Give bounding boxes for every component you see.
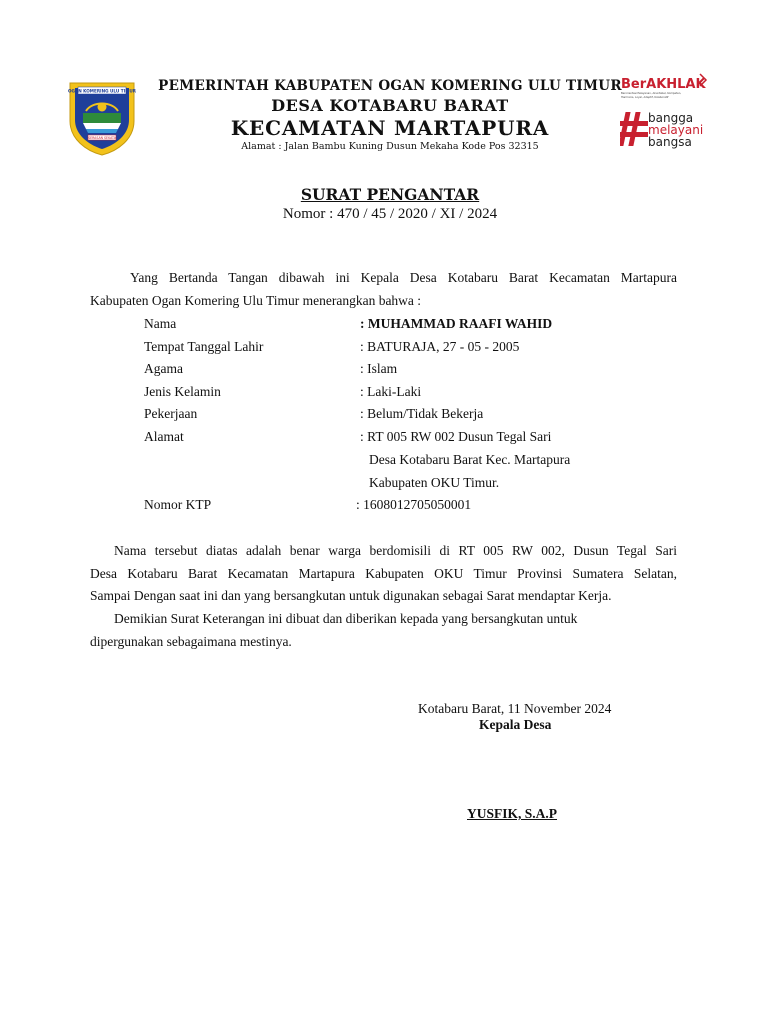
field-value-nomor-ktp: : 1608012705050001 [356,497,472,512]
field-value-alamat-cont-1: Desa Kotabaru Barat Kec. Martapura [369,452,571,467]
kop-line-1: PEMERINTAH KABUPATEN OGAN KOMERING ULU TIMUR [158,78,622,94]
field-value-ttl: : BATURAJA, 27 - 05 - 2005 [360,339,520,354]
kop-line-2: DESA KOTABARU BARAT [271,96,509,115]
letter-number: Nomor : 470 / 45 / 2020 / XI / 2024 [282,206,498,222]
field-label-jenis-kelamin: Jenis Kelamin [144,384,221,399]
intro-line-2: Kabupaten Ogan Komering Ulu Timur menerangkan bahwa : [90,293,422,308]
okut-emblem-logo [66,77,138,157]
field-label-alamat: Alamat [144,429,184,444]
berakhlak-logo-text: BerAKHLAK [621,77,706,92]
field-value-alamat-cont-2: Kabupaten OKU Timur. [369,475,500,490]
kop-line-3: KECAMATAN MARTAPURA [230,116,550,140]
field-label-pekerjaan: Pekerjaan [144,406,198,421]
field-value-alamat: : RT 005 RW 002 Dusun Tegal Sari [360,429,552,444]
body1-line-2: Desa Kotabaru Barat Kecamatan Martapura Kabupaten OKU Timur Provinsi Sumatera Selatan, [90,566,677,581]
kop-address: Alamat : Jalan Bambu Kuning Dusun Mekaha Kode Pos 32315 [241,141,539,152]
bangga-line-1: bangga [648,111,694,125]
signature-name: YUSFIK, S.A.P [467,806,558,821]
berakhlak-logo [620,72,710,102]
intro-line-1: Yang Bertanda Tangan dibawah ini Kepala Desa Kotabaru Barat Kecamatan Martapura [130,270,677,285]
field-value-jenis-kelamin: : Laki-Laki [360,384,422,399]
bangga-melayani-bangsa-logo [620,110,712,150]
field-value-agama: : Islam [360,361,398,376]
bangga-line-2: melayani [648,123,704,137]
bangga-line-3: bangsa [648,135,692,149]
field-value-nama: : MUHAMMAD RAAFI WAHID [360,316,553,331]
body2-line-2: dipergunakan sebagaimana mestinya. [90,634,292,649]
field-label-nomor-ktp: Nomor KTP [144,497,212,512]
field-label-agama: Agama [144,361,183,376]
berakhlak-tagline-1: Berorientasi Pelayanan, Akuntabel, Kompeten, [621,92,682,95]
field-label-ttl: Tempat Tanggal Lahir [144,339,264,354]
field-label-nama: Nama [144,316,177,331]
berakhlak-tagline-2: Harmonis, Loyal, Adaptif, Kolaboratif [621,96,669,99]
field-value-pekerjaan: : Belum/Tidak Bekerja [360,406,484,421]
body2-line-1: Demikian Surat Keterangan ini dibuat dan diberikan kepada yang bersangkutan untuk [114,611,578,626]
signature-position: Kepala Desa [479,717,552,732]
signature-place-date: Kotabaru Barat, 11 November 2024 [418,701,612,716]
body1-line-1: Nama tersebut diatas adalah benar warga berdomisili di RT 005 RW 002, Dusun Tegal Sari [114,543,677,558]
letter-title: SURAT PENGANTAR [300,185,480,204]
emblem-text-top: OGAN KOMERING ULU TIMUR [67,88,137,94]
body1-line-3: Sampai Dengan saat ini dan yang bersangkutan untuk digunakan sebagai Sarat mendaptar Kerja. [90,588,612,603]
emblem-text-bottom: SERASAN SEKATA [88,136,116,140]
